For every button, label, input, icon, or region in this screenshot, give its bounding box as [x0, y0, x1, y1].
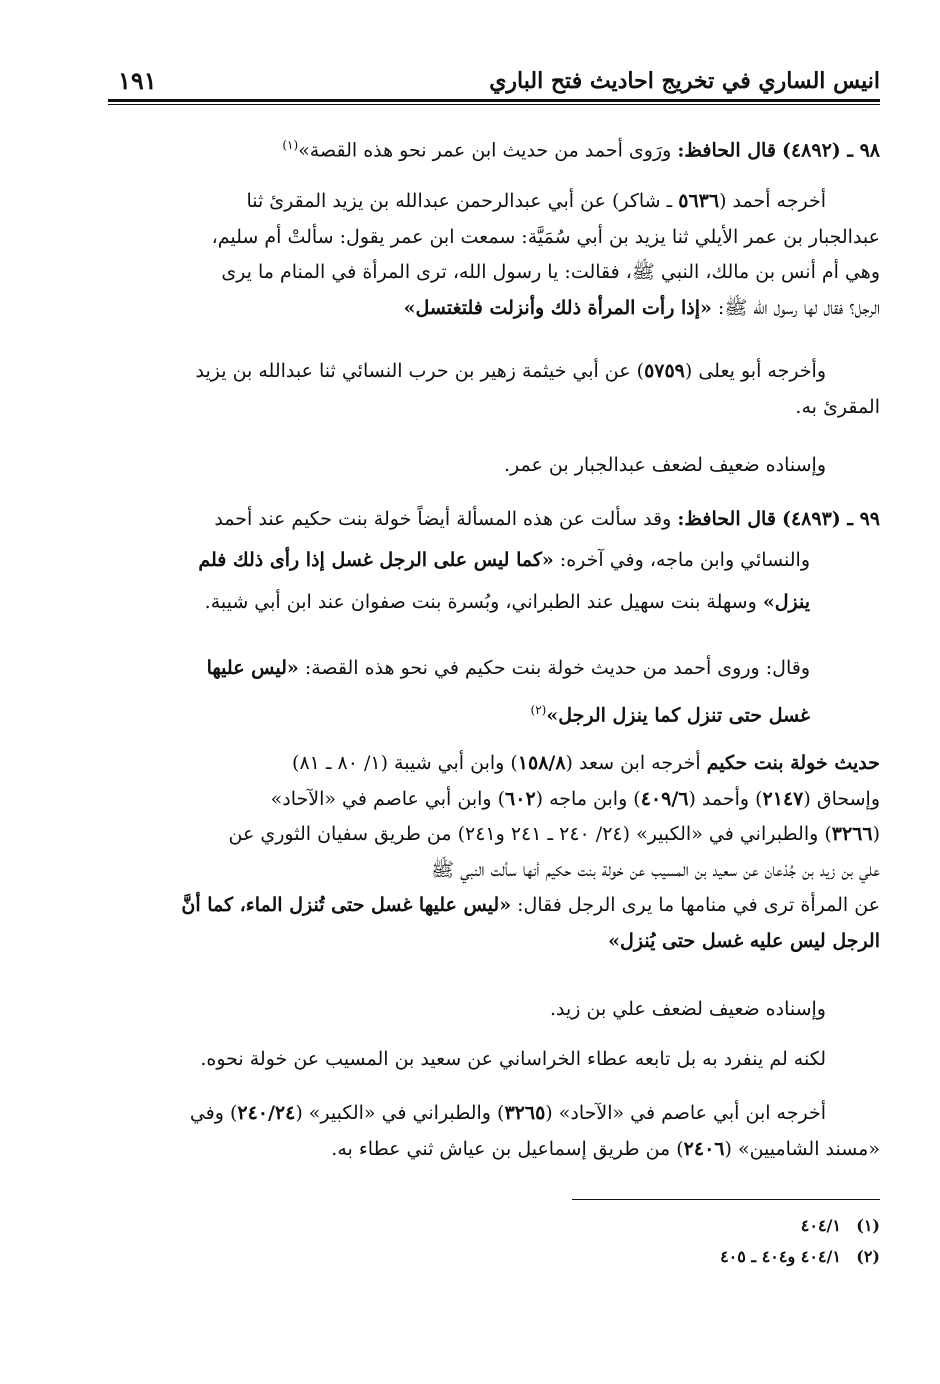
text-line: غسل حتى تنزل كما ينزل الرجل»$^{(٢)}$	[530, 703, 810, 727]
paragraph-3	[108, 448, 880, 484]
footnote-number: (٢)	[856, 1247, 880, 1266]
paragraph-6	[108, 992, 880, 1028]
entry-label: قال الحافظ:	[677, 139, 776, 162]
entry-number: ٩٨ ـ (٤٨٩٢)	[781, 139, 880, 162]
header-rule	[108, 99, 880, 102]
entry-number: ٩٩ ـ (٤٨٩٣)	[781, 508, 880, 530]
footnote-ref-2: (٢)	[530, 703, 547, 717]
footnote-ref-1: (١)	[282, 138, 299, 152]
footnote-1	[108, 1210, 880, 1241]
footnote-number: (١)	[856, 1216, 880, 1235]
paragraph-5	[108, 746, 880, 960]
text-line: (٣٢٦٦) والطبراني في «الكبير» (٢٤/ ٢٤٠ ـ ٢٤١ و٢٤١) من طريق سفيان الثوري عن	[228, 823, 880, 846]
text-line: لكنه لم ينفرد به بل تابعه عطاء الخراساني عن سعيد بن المسيب عن خولة نحوه.	[200, 1048, 826, 1070]
text-line: ٩٩ ـ (٤٨٩٣) قال الحافظ: وقد سألت عن هذه المسألة أيضاً خولة بنت حكيم عند أحمد	[214, 508, 880, 530]
text-line: الرجل ليس عليه غسل حتى يُنزل»	[608, 929, 880, 952]
text-line: وإسناده ضعيف لضعف علي بن زيد.	[549, 998, 826, 1020]
text-line: وهي أم أنس بن مالك، النبي ﷺ، فقالت: يا رسول الله، ترى المرأة في المنام ما يرى	[221, 261, 880, 284]
footnotes	[108, 1210, 880, 1272]
text-line: ينزل» وسهلة بنت سهيل عند الطبراني، وبُسرة بنت صفوان عند ابن أبي شيبة.	[204, 590, 810, 613]
paragraph-8	[108, 1096, 880, 1167]
paragraph-1	[108, 184, 880, 326]
text-line: وإسحاق (٢١٤٧) وأحمد (٤٠٩/٦) وابن ماجه (٦٠٢) وابن أبي عاصم في «الآحاد»	[270, 787, 880, 810]
footnote-text: ٤٠٤/١	[800, 1216, 841, 1235]
text-line: وإسناده ضعيف لضعف عبدالجبار بن عمر.	[504, 454, 826, 476]
entry-99	[108, 502, 880, 622]
text-line: عن المرأة ترى في منامها ما يرى الرجل فقال: «ليس عليها غسل حتى تُنزل الماء، كما أنَّ	[181, 894, 880, 917]
page-number: ١٩١	[118, 66, 157, 95]
text-line: علي بن زيد بن جُدْعان عن سعيد بن المسيب عن خولة بنت حكيم أنها سألت النبي ﷺ	[431, 858, 880, 881]
footnote-rule	[572, 1199, 880, 1200]
text-line: المقرئ به.	[795, 395, 880, 418]
text-line: وقال: وروى أحمد من حديث خولة بنت حكيم في نحو هذه القصة: «ليس عليها	[206, 657, 810, 679]
entry-98	[108, 128, 880, 169]
entry-98-line	[108, 128, 880, 169]
footnote-2	[108, 1241, 880, 1272]
entry-label: قال الحافظ:	[677, 508, 776, 530]
text-line: «مسند الشاميين» (٢٤٠٦) من طريق إسماعيل بن عياش ثني عطاء به.	[331, 1137, 880, 1160]
paragraph-7	[108, 1042, 880, 1078]
text-line: وأخرجه أبو يعلى (٥٧٥٩) عن أبي خيثمة زهير بن حرب النسائي ثنا عبدالله بن يزيد	[195, 360, 826, 382]
text-line: الرجل؟ فقال لها رسول الله ﷺ: «إذا رأت المرأة ذلك وأنزلت فلتغتسل»	[403, 296, 880, 319]
text-line: والنسائي وابن ماجه، وفي آخره: «كما ليس على الرجل غسل إذا رأى ذلك فلم	[198, 548, 810, 571]
entry-text: ورَوى أحمد من حديث ابن عمر نحو هذه القصة»	[298, 139, 672, 162]
text-line: أخرجه أحمد (٥٦٣٦ ـ شاكر) عن أبي عبدالرحمن عبدالله بن يزيد المقرئ ثنا	[246, 190, 826, 212]
text-line: حديث خولة بنت حكيم أخرجه ابن سعد (١٥٨/٨) وابن أبي شيبة (١/ ٨٠ ـ ٨١)	[292, 752, 880, 774]
paragraph-2	[108, 354, 880, 425]
paragraph-4	[108, 647, 880, 736]
text-line: عبدالجبار بن عمر الأيلي ثنا يزيد بن أبي سُمَيَّة: سمعت ابن عمر يقول: سألتْ أم سليم،	[211, 225, 880, 248]
text-line: أخرجه ابن أبي عاصم في «الآحاد» (٣٢٦٥) والطبراني في «الكبير» (٢٤٠/٢٤) وفي	[189, 1102, 826, 1124]
header-rule-thin	[108, 104, 880, 105]
page-header	[108, 62, 880, 102]
footnote-text: ٤٠٤/١ و٤٠٤ ـ ٤٠٥	[720, 1247, 841, 1266]
running-title: انيس الساري في تخريج احاديث فتح الباري	[489, 68, 880, 94]
